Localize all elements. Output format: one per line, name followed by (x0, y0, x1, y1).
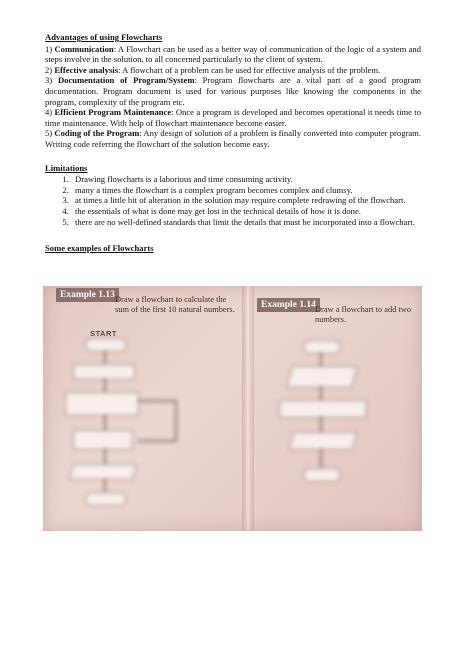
item-title: Coding of the Program (54, 128, 140, 139)
item-text: : A Flowchart can be used as a better way of communication of the logic of a system and steps involve in the solution, to all concerned particularly to the client of system. (45, 43, 422, 65)
start-label: START (90, 329, 117, 338)
list-item: 3. at times a little bit of alteration in the solution may require complete redrawing of the flowchart. (71, 195, 421, 206)
list-item: 5. there are no well-defined standards that limit the details that must be incorporated into a flowchart. (71, 217, 421, 228)
item-number: 4) (45, 107, 55, 118)
example-badge-left: Example 1.13 (56, 288, 119, 302)
item-number: 5) (45, 128, 55, 139)
item-number: 2) (45, 64, 55, 75)
item-title: Efficient Program Maintenance (54, 107, 172, 118)
list-item: 4. the essentials of what is done may get lost in the technical details of how it is done. (71, 206, 421, 217)
item-title: Communication (54, 43, 114, 54)
example-badge-right: Example 1.14 (257, 298, 320, 312)
item-title: Documentation of Program/System (57, 75, 195, 86)
example-caption-right: Draw a flowchart to add two numbers. (315, 305, 412, 324)
item-title: Effective analysis (54, 64, 119, 75)
example-caption-left: Draw a flowchart to calculate the sum of the first 10 natural numbers. (115, 295, 235, 314)
item-text: : Once a program is developed and becomes operational it needs time to time maintenance. With help of flowchart maintenance become easier. (45, 107, 421, 128)
item-text: : Any design of solution of a problem is finally converted into computer program. Writing code referring the flowchart of the solution become easy. (45, 128, 422, 149)
advantage-item (45, 44, 421, 65)
limitations-list (45, 174, 421, 227)
item-text: : Program flowcharts are a vital part of a good program documentation. Program document is used for various purposes like knowing the components in the program, complexity of the program etc. (45, 75, 421, 107)
document-body (45, 32, 421, 255)
flowchart-examples-photo (43, 286, 422, 531)
item-number: 3) (45, 75, 58, 86)
item-text: : A flowchart of a problem can be used for effective analysis of the problem. (118, 64, 381, 75)
advantage-item (45, 107, 421, 128)
flowchart-left (43, 286, 243, 531)
flowchart-right (243, 286, 422, 531)
item-number: 1) (45, 43, 55, 54)
advantage-item (45, 75, 421, 107)
examples-heading: Some examples of Flowcharts (45, 243, 154, 254)
advantages-heading: Advantages of using Flowcharts (45, 32, 163, 42)
limitations-heading: Limitations (45, 162, 88, 173)
list-item: 1. Drawing flowcharts is a laborious and time consuming activity. (71, 174, 421, 185)
advantage-item (45, 65, 421, 76)
list-item: 2. many a times the flowchart is a complex program becomes complex and clumsy. (71, 185, 421, 196)
advantage-item (45, 128, 421, 149)
